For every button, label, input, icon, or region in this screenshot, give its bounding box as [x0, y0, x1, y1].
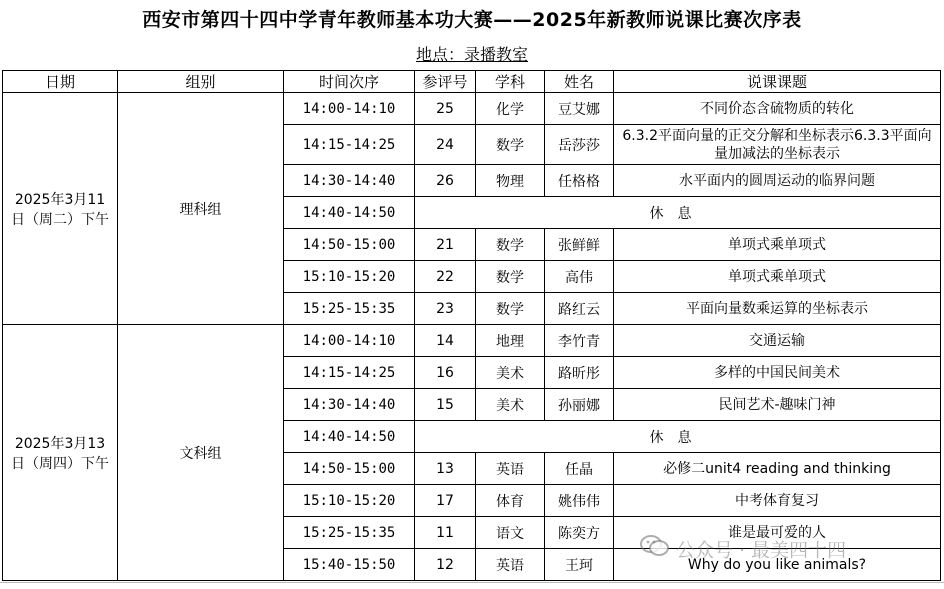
- time-cell: 14:40-14:50: [284, 197, 415, 229]
- header-topic: 说课课题: [614, 71, 941, 93]
- number-cell: 26: [415, 165, 476, 197]
- break-cell: 休息: [415, 197, 941, 229]
- time-cell: 14:00-14:10: [284, 93, 415, 125]
- time-cell: 14:00-14:10: [284, 325, 415, 357]
- subject-cell: 数学: [476, 261, 545, 293]
- group-cell: 理科组: [118, 93, 284, 325]
- topic-cell: 谁是最可爱的人: [614, 517, 941, 549]
- subject-cell: 语文: [476, 517, 545, 549]
- header-number: 参评号: [415, 71, 476, 93]
- number-cell: 12: [415, 549, 476, 581]
- topic-cell: 6.3.2平面向量的正交分解和坐标表示6.3.3平面向量加减法的坐标表示: [614, 125, 941, 165]
- name-cell: 张鲜鲜: [545, 229, 614, 261]
- name-cell: 任晶: [545, 453, 614, 485]
- date-cell: 2025年3月11日（周二）下午: [3, 93, 118, 325]
- topic-cell: 中考体育复习: [614, 485, 941, 517]
- name-cell: 岳莎莎: [545, 125, 614, 165]
- subject-cell: 数学: [476, 229, 545, 261]
- topic-cell: 多样的中国民间美术: [614, 357, 941, 389]
- time-cell: 15:10-15:20: [284, 485, 415, 517]
- number-cell: 15: [415, 389, 476, 421]
- topic-cell: 不同价态含硫物质的转化: [614, 93, 941, 125]
- topic-cell: 水平面内的圆周运动的临界问题: [614, 165, 941, 197]
- name-cell: 高伟: [545, 261, 614, 293]
- number-cell: 11: [415, 517, 476, 549]
- break-cell: 休息: [415, 421, 941, 453]
- time-cell: 14:50-15:00: [284, 453, 415, 485]
- number-cell: 16: [415, 357, 476, 389]
- subject-cell: 英语: [476, 549, 545, 581]
- header-name: 姓名: [545, 71, 614, 93]
- table-row: [3, 93, 941, 125]
- schedule-table: [2, 70, 941, 581]
- subject-cell: 物理: [476, 165, 545, 197]
- header-time: 时间次序: [284, 71, 415, 93]
- number-cell: 14: [415, 325, 476, 357]
- name-cell: 孙丽娜: [545, 389, 614, 421]
- subject-cell: 体育: [476, 485, 545, 517]
- group-cell: 文科组: [118, 325, 284, 581]
- wechat-icon: [640, 534, 670, 568]
- name-cell: 王珂: [545, 549, 614, 581]
- time-cell: 15:25-15:35: [284, 293, 415, 325]
- topic-cell: 民间艺术-趣味门神: [614, 389, 941, 421]
- name-cell: 任格格: [545, 165, 614, 197]
- header-date: 日期: [3, 71, 118, 93]
- date-cell: 2025年3月13日（周四）下午: [3, 325, 118, 581]
- subject-cell: 数学: [476, 293, 545, 325]
- watermark-text: 公众号 · 最美四十四: [676, 539, 847, 562]
- topic-cell: Why do you like animals?: [614, 549, 941, 581]
- name-cell: 豆艾娜: [545, 93, 614, 125]
- name-cell: 陈奕方: [545, 517, 614, 549]
- number-cell: 17: [415, 485, 476, 517]
- name-cell: 路昕彤: [545, 357, 614, 389]
- subject-cell: 美术: [476, 357, 545, 389]
- topic-cell: 交通运输: [614, 325, 941, 357]
- location-label: 地点：录播教室: [415, 45, 528, 64]
- time-cell: 15:25-15:35: [284, 517, 415, 549]
- time-cell: 15:10-15:20: [284, 261, 415, 293]
- topic-cell: 必修二unit4 reading and thinking: [614, 453, 941, 485]
- topic-cell: 单项式乘单项式: [614, 261, 941, 293]
- time-cell: 14:40-14:50: [284, 421, 415, 453]
- subject-cell: 化学: [476, 93, 545, 125]
- name-cell: 路红云: [545, 293, 614, 325]
- number-cell: 22: [415, 261, 476, 293]
- header-row: [3, 71, 941, 93]
- time-cell: 14:15-14:25: [284, 357, 415, 389]
- header-subject: 学科: [476, 71, 545, 93]
- subject-cell: 数学: [476, 125, 545, 165]
- number-cell: 21: [415, 229, 476, 261]
- subject-cell: 地理: [476, 325, 545, 357]
- page-title: 西安市第四十四中学青年教师基本功大赛——2025年新教师说课比赛次序表: [142, 9, 802, 31]
- name-cell: 李竹青: [545, 325, 614, 357]
- number-cell: 25: [415, 93, 476, 125]
- time-cell: 14:15-14:25: [284, 125, 415, 165]
- name-cell: 姚伟伟: [545, 485, 614, 517]
- topic-cell: 平面向量数乘运算的坐标表示: [614, 293, 941, 325]
- number-cell: 23: [415, 293, 476, 325]
- topic-cell: 单项式乘单项式: [614, 229, 941, 261]
- watermark: [640, 534, 846, 566]
- header-group: 组别: [118, 71, 284, 93]
- subject-cell: 英语: [476, 453, 545, 485]
- table-row: [3, 325, 941, 357]
- time-cell: 14:30-14:40: [284, 389, 415, 421]
- number-cell: 13: [415, 453, 476, 485]
- time-cell: 15:40-15:50: [284, 549, 415, 581]
- time-cell: 14:30-14:40: [284, 165, 415, 197]
- subject-cell: 美术: [476, 389, 545, 421]
- time-cell: 14:50-15:00: [284, 229, 415, 261]
- number-cell: 24: [415, 125, 476, 165]
